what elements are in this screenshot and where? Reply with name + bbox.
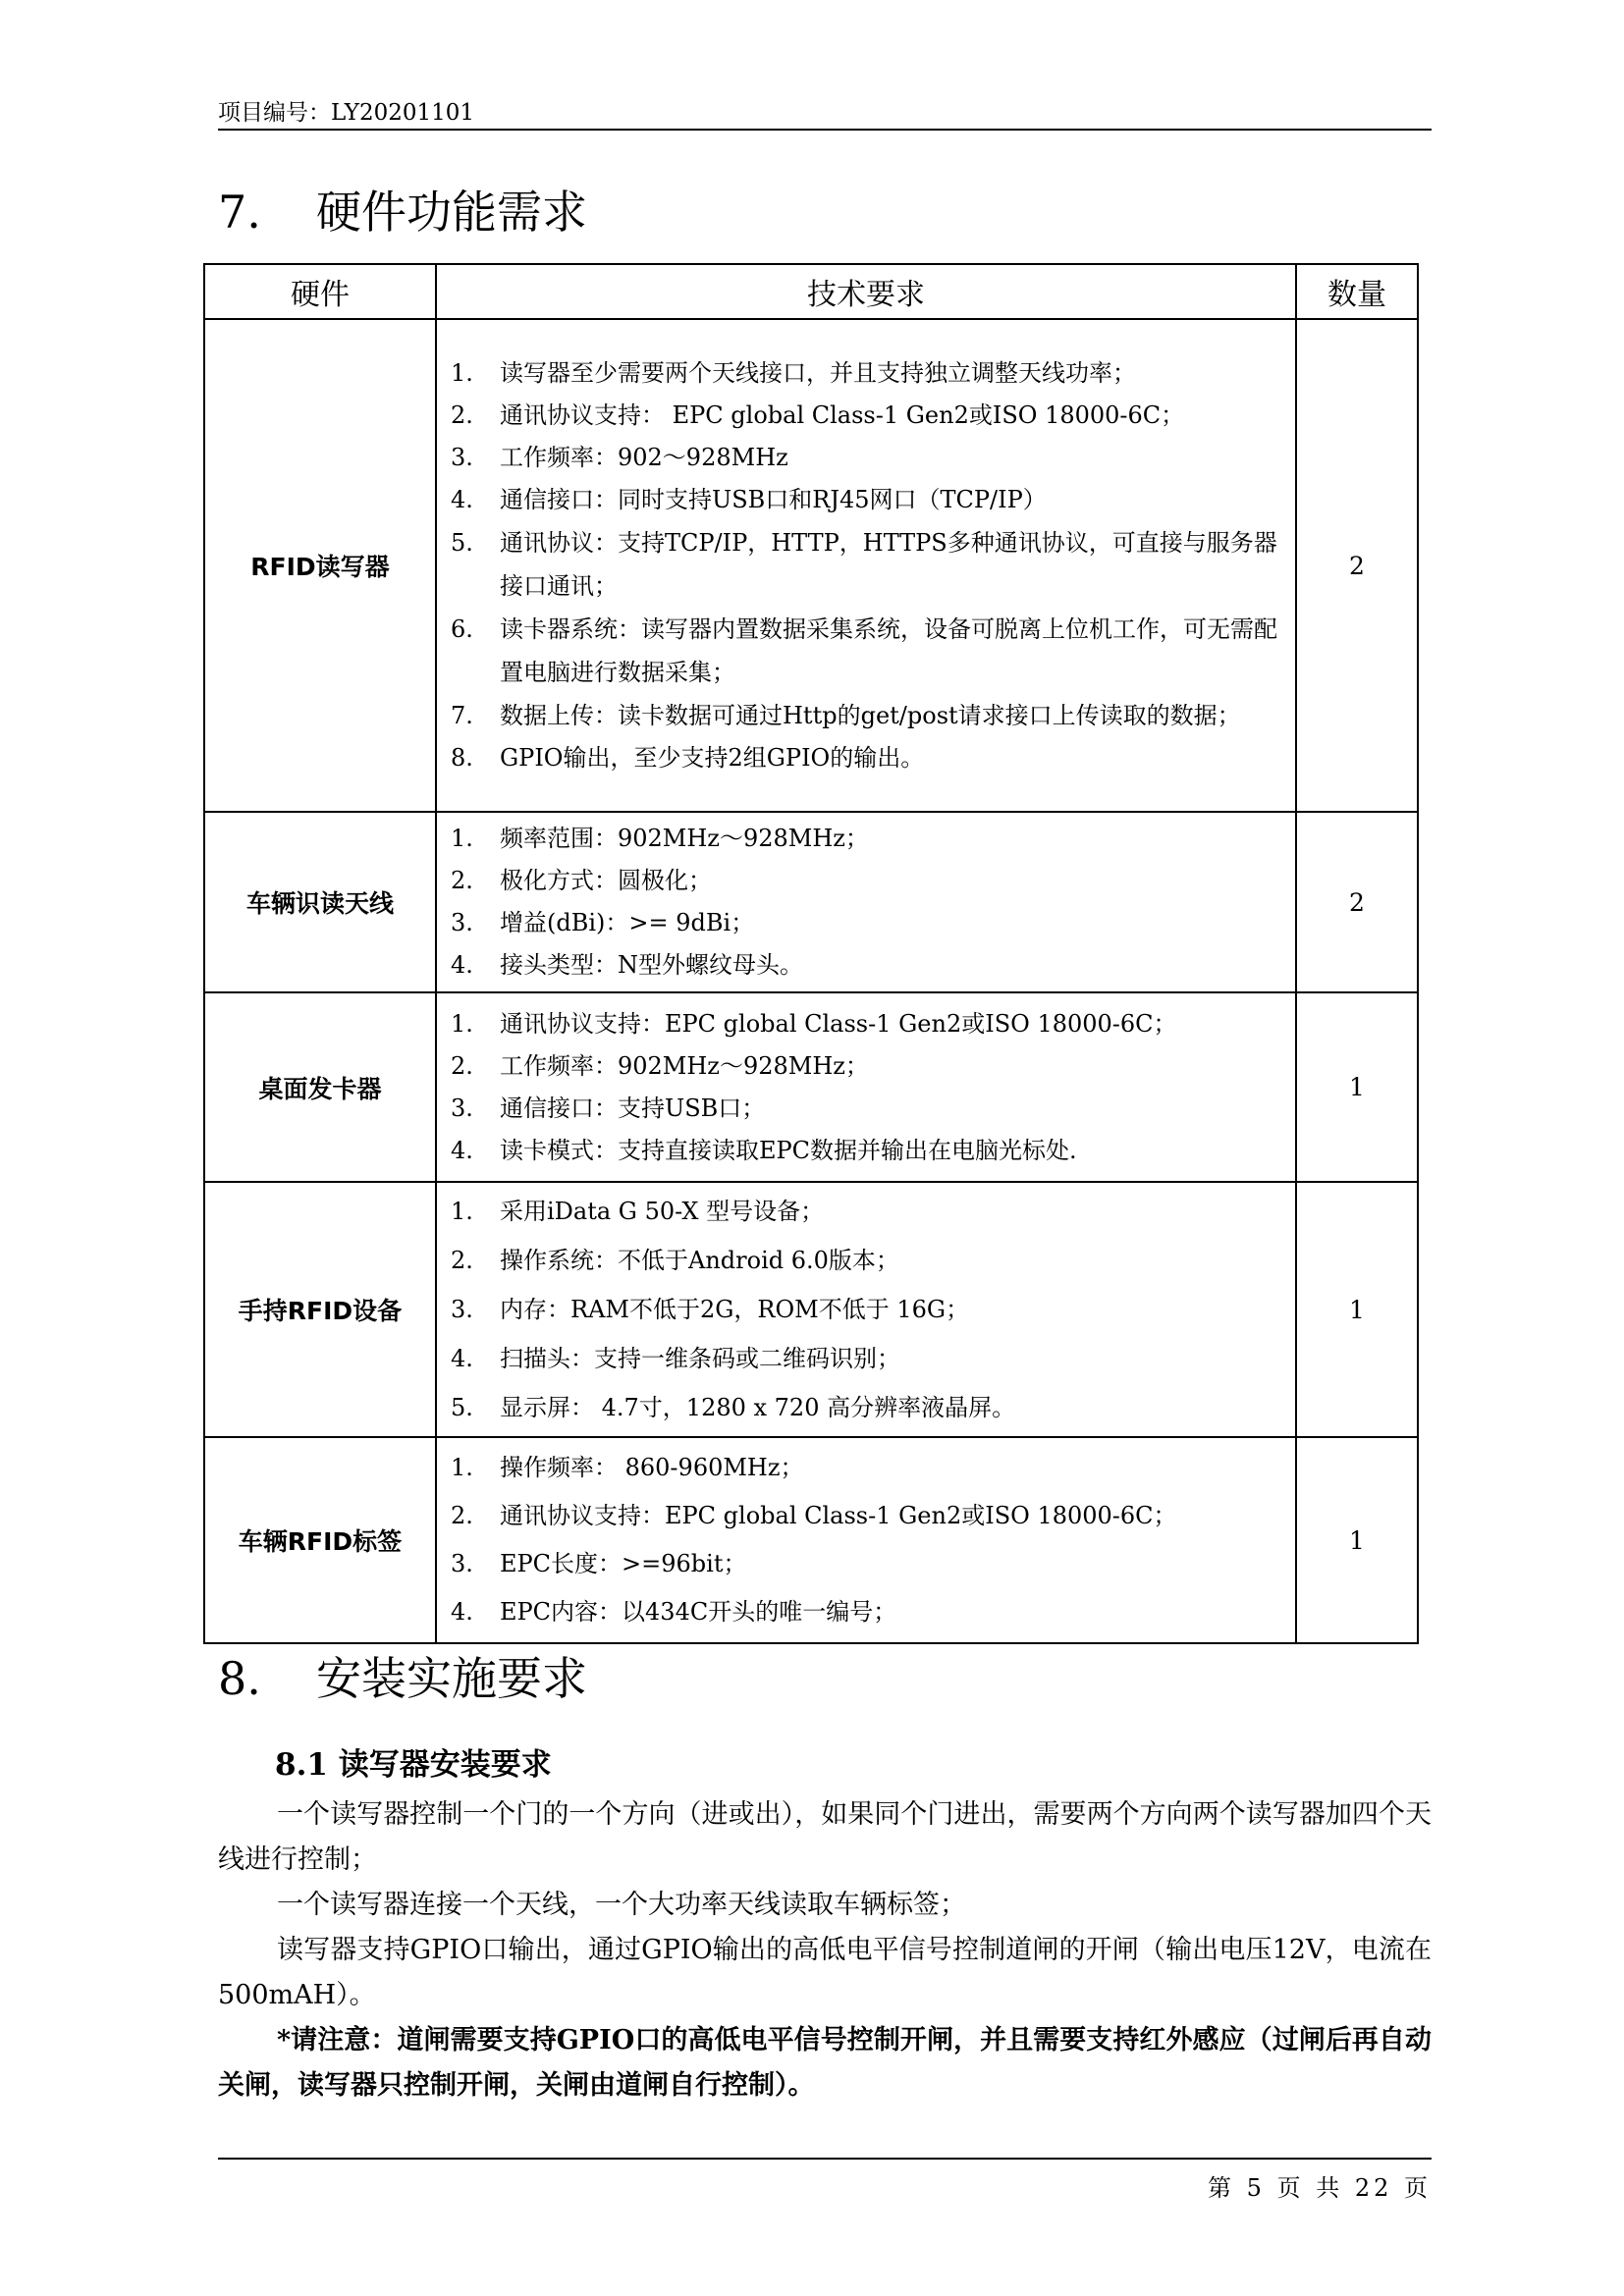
hardware-quantity: 2	[1296, 812, 1418, 992]
list-item: 4. 接头类型：N型外螺纹母头。	[451, 951, 803, 979]
page-number: 第 5 页 共 22 页	[1208, 2174, 1432, 2202]
list-item: 5. 显示屏： 4.7寸，1280 x 720 高分辨率液晶屏。	[451, 1394, 1016, 1421]
hardware-quantity: 1	[1296, 992, 1418, 1182]
table-row	[204, 992, 1418, 1182]
hardware-name: 手持RFID设备	[204, 1182, 436, 1437]
hardware-requirements-table	[203, 263, 1419, 1644]
hardware-quantity: 2	[1296, 319, 1418, 812]
table-row	[204, 1182, 1418, 1437]
header-project-number: 项目编号：LY20201101	[218, 100, 475, 126]
table-row	[204, 812, 1418, 992]
header-rule	[218, 129, 1432, 131]
requirements-list	[451, 818, 1283, 987]
section-8-title: 安装实施要求	[316, 1652, 587, 1705]
note-paragraph: *请注意：道闸需要支持GPIO口的高低电平信号控制开闸，并且需要支持红外感应（过闸后再自动关闸，读写器只控制开闸，关闸由道闸自行控制）。	[218, 2025, 1432, 2101]
list-item: 2. 极化方式：圆极化；	[451, 867, 712, 894]
table-row	[204, 1437, 1418, 1643]
table-row	[204, 319, 1418, 812]
requirements-cell	[436, 1437, 1296, 1643]
list-item: 5. 通讯协议：支持TCP/IP，HTTP，HTTPS多种通讯协议，可直接与服务器接口通讯；	[451, 528, 1277, 600]
requirements-cell	[436, 319, 1296, 812]
list-item: 1. 通讯协议支持：EPC global Class-1 Gen2或ISO 18000-6C；	[451, 1009, 1177, 1038]
list-item: 3. 内存：RAM不低于2G，ROM不低于 16G；	[451, 1296, 970, 1323]
list-item: 4. 读卡模式：支持直接读取EPC数据并输出在电脑光标处.	[451, 1136, 1077, 1164]
footer-rule	[218, 2158, 1432, 2160]
hardware-name: 车辆RFID标签	[204, 1437, 436, 1643]
list-item: 4. 通信接口：同时支持USB口和RJ45网口（TCP/IP）	[451, 485, 1047, 513]
list-item: 7. 数据上传：读卡数据可通过Http的get/post请求接口上传读取的数据；	[451, 701, 1241, 729]
requirements-list	[451, 352, 1283, 779]
list-item: 8. GPIO输出，至少支持2组GPIO的输出。	[451, 743, 925, 772]
section-7-number: 7.	[218, 186, 261, 239]
list-item: 3. 增益(dBi)：>= 9dBi；	[451, 909, 755, 936]
column-header-quantity: 数量	[1296, 264, 1418, 319]
paragraph: 一个读写器连接一个天线，一个大功率天线读取车辆标签；	[277, 1890, 966, 1920]
list-item: 1. 操作频率： 860-960MHz；	[451, 1454, 804, 1481]
list-item: 2. 操作系统：不低于Android 6.0版本；	[451, 1247, 899, 1274]
list-item: 2. 工作频率：902MHz～928MHz；	[451, 1051, 869, 1080]
section-7-heading	[218, 183, 587, 241]
list-item: 4. 扫描头：支持一维条码或二维码识别；	[451, 1345, 900, 1372]
requirements-list	[451, 1444, 1283, 1636]
hardware-name: RFID读写器	[204, 319, 436, 812]
requirements-cell	[436, 1182, 1296, 1437]
paragraph: 读写器支持GPIO口输出，通过GPIO输出的高低电平信号控制道闸的开闸（输出电压12V，电流在500mAH）。	[218, 1935, 1432, 2010]
section-8-number: 8.	[218, 1652, 261, 1705]
list-item: 3. 工作频率：902～928MHz	[451, 443, 788, 471]
list-item: 3. EPC长度：>=96bit；	[451, 1550, 747, 1577]
list-item: 3. 通信接口：支持USB口；	[451, 1094, 766, 1122]
list-item: 2. 通讯协议支持： EPC global Class-1 Gen2或ISO 18000-6C；	[451, 400, 1185, 429]
subsection-8-1-title: 8.1 读写器安装要求	[275, 1747, 552, 1783]
list-item: 1. 频率范围：902MHz～928MHz；	[451, 825, 869, 852]
column-header-requirements: 技术要求	[436, 264, 1296, 319]
section-8-heading	[218, 1649, 587, 1708]
list-item: 2. 通讯协议支持：EPC global Class-1 Gen2或ISO 18000-6C；	[451, 1502, 1177, 1529]
paragraph: 一个读写器控制一个门的一个方向（进或出），如果同个门进出，需要两个方向两个读写器加四个天线进行控制；	[218, 1799, 1432, 1875]
hardware-name: 桌面发卡器	[204, 992, 436, 1182]
table-header-row	[204, 264, 1418, 319]
hardware-quantity: 1	[1296, 1437, 1418, 1643]
requirements-list	[451, 1003, 1283, 1172]
list-item: 6. 读卡器系统：读写器内置数据采集系统，设备可脱离上位机工作，可无需配置电脑进行数据采集；	[451, 614, 1277, 686]
list-item: 1. 读写器至少需要两个天线接口，并且支持独立调整天线功率；	[451, 358, 1136, 387]
list-item: 4. EPC内容：以434C开头的唯一编号；	[451, 1598, 897, 1626]
section-7-title: 硬件功能需求	[316, 186, 587, 239]
list-item: 1. 采用iData G 50-X 型号设备；	[451, 1198, 825, 1225]
hardware-name: 车辆识读天线	[204, 812, 436, 992]
requirements-cell	[436, 992, 1296, 1182]
column-header-hardware: 硬件	[204, 264, 436, 319]
requirements-list	[451, 1187, 1283, 1432]
hardware-quantity: 1	[1296, 1182, 1418, 1437]
requirements-cell	[436, 812, 1296, 992]
